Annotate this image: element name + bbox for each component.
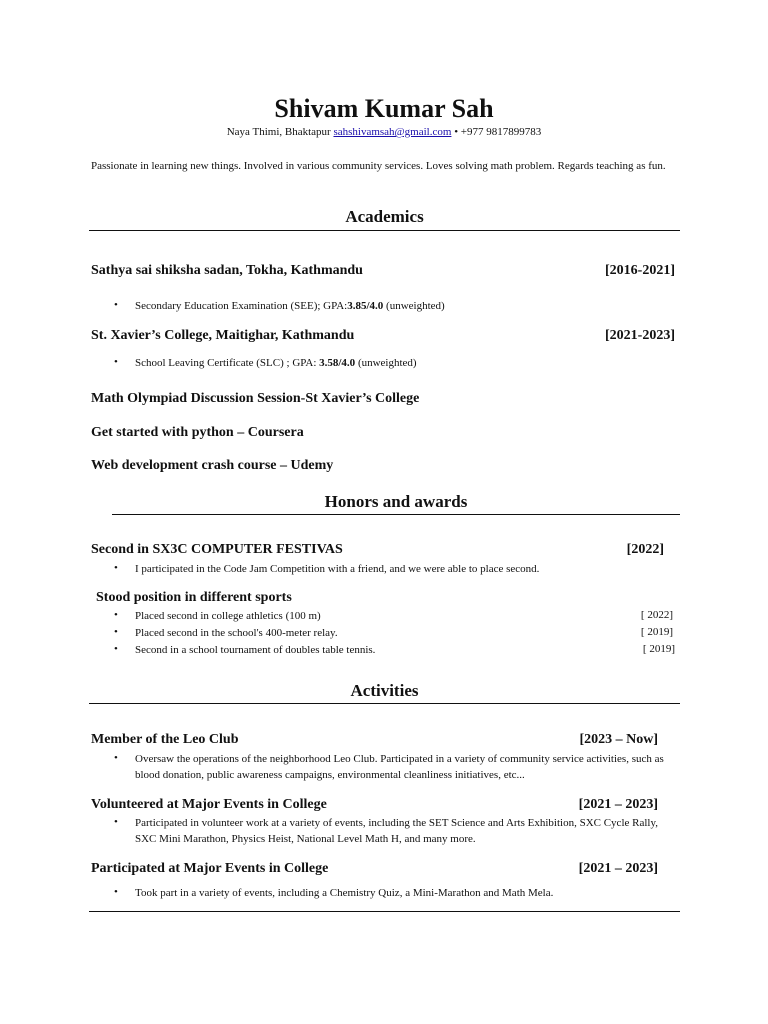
bullet-icon: •: [114, 752, 118, 764]
sport-date: [ 2022]: [640, 609, 673, 621]
school-name: St. Xavier’s College, Maitighar, Kathmandu: [91, 328, 355, 343]
award-name: Second in SX3C COMPUTER FESTIVAS: [91, 542, 343, 557]
activity-name: Volunteered at Major Events in College: [91, 797, 327, 812]
activity-detail: Oversaw the operations of the neighborhood Leo Club. Participated in a variety of community service activities, such as blood donation, public awareness campaigns, environmental cleanliness initiatives, etc...: [135, 753, 664, 781]
section-divider: [89, 911, 680, 912]
bullet-icon: •: [114, 626, 118, 638]
bullet-icon: •: [114, 643, 118, 655]
contact-line: [0, 126, 768, 138]
section-title-academics: Academics: [345, 207, 424, 226]
activity-detail: Participated in volunteer work at a variety of events, including the SET Science and Arts Exhibition, SXC Cycle Rally, SXC Mini Marathon, Physics Heist, National Level Math H, and many more.: [135, 817, 658, 845]
award-date: [2022]: [626, 542, 664, 557]
sport-date: [ 2019]: [642, 643, 675, 655]
activity-date: [2021 – 2023]: [578, 797, 658, 812]
activity-date: [2023 – Now]: [579, 732, 658, 747]
activity-name: Member of the Leo Club: [91, 732, 239, 747]
school-date: [2016-2021]: [605, 263, 675, 278]
sport-item: Placed second in college athletics (100 m): [135, 610, 321, 622]
bullet-icon: •: [114, 609, 118, 621]
section-divider: [89, 230, 680, 231]
email-link[interactable]: sahshivamsah@gmail.com: [333, 126, 452, 138]
activity-name: Participated at Major Events in College: [91, 861, 329, 876]
sport-item: Placed second in the school's 400-meter relay.: [135, 627, 338, 639]
course-item: Get started with python – Coursera: [91, 425, 304, 440]
section-divider: [112, 514, 680, 515]
bullet-icon: •: [114, 299, 118, 311]
award-detail: I participated in the Code Jam Competition with a friend, and we were able to place second.: [135, 563, 540, 575]
school-name: Sathya sai shiksha sadan, Tokha, Kathmandu: [91, 263, 363, 278]
bullet-icon: •: [114, 356, 118, 368]
resume-name: Shivam Kumar Sah: [274, 94, 494, 123]
award-name: Stood position in different sports: [96, 590, 292, 605]
bullet-icon: •: [114, 562, 118, 574]
phone: • +977 9817899783: [454, 126, 542, 138]
section-title-honors: Honors and awards: [324, 492, 468, 511]
section-title-activities: Activities: [350, 681, 419, 700]
school-detail: School Leaving Certificate (SLC) ; GPA: 3.58/4.0 (unweighted): [135, 357, 417, 369]
activity-date: [2021 – 2023]: [578, 861, 658, 876]
bullet-icon: •: [114, 886, 118, 898]
section-divider: [89, 703, 680, 704]
course-item: Math Olympiad Discussion Session-St Xavier’s College: [91, 391, 420, 406]
address: Naya Thimi, Bhaktapur: [226, 126, 331, 138]
sport-date: [ 2019]: [640, 626, 673, 638]
activity-detail: Took part in a variety of events, including a Chemistry Quiz, a Mini-Marathon and Math Mela.: [135, 887, 554, 899]
school-date: [2021-2023]: [605, 328, 675, 343]
sport-item: Second in a school tournament of doubles table tennis.: [135, 644, 376, 656]
summary: Passionate in learning new things. Involved in various community services. Loves solving math problem. Regards teaching as fun.: [91, 160, 666, 172]
bullet-icon: •: [114, 816, 118, 828]
course-item: Web development crash course – Udemy: [91, 458, 334, 473]
school-detail: Secondary Education Examination (SEE); GPA:3.85/4.0 (unweighted): [135, 300, 445, 312]
